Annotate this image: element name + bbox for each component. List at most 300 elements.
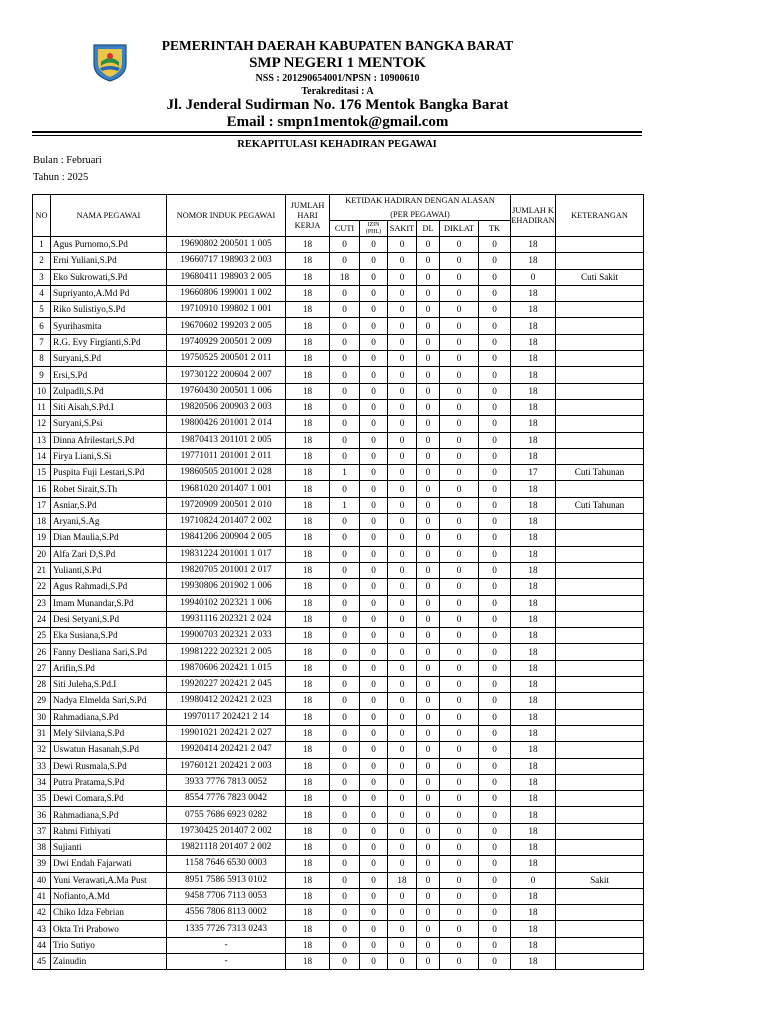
absent-count: 0: [479, 791, 511, 807]
official-duty-count: 0: [417, 562, 440, 578]
row-no: 34: [33, 774, 51, 790]
employee-nip: 19980412 202421 2 023: [167, 693, 286, 709]
table-row: [33, 514, 644, 530]
employee-name: Arifin,S.Pd: [51, 660, 167, 676]
row-no: 9: [33, 367, 51, 383]
remarks: [556, 546, 644, 562]
col-sakit: SAKIT: [388, 221, 417, 237]
training-count: 0: [440, 628, 479, 644]
table-row: [33, 905, 644, 921]
employee-name: Syurihasmita: [51, 318, 167, 334]
col-ketidakhadiran-label: KETIDAK HADIRAN DENGAN ALASAN: [345, 195, 495, 205]
absent-count: 0: [479, 677, 511, 693]
leave-count: 0: [330, 302, 360, 318]
training-count: 0: [440, 791, 479, 807]
permit-count: 0: [360, 465, 388, 481]
employee-nip: 8554 7776 7823 0042: [167, 791, 286, 807]
training-count: 0: [440, 237, 479, 253]
remarks: [556, 937, 644, 953]
employee-name: Mely Silviana,S.Pd: [51, 725, 167, 741]
remarks: [556, 448, 644, 464]
absent-count: 0: [479, 285, 511, 301]
attendance-count: 0: [511, 872, 556, 888]
employee-nip: 19740929 200501 2 009: [167, 334, 286, 350]
remarks: [556, 595, 644, 611]
employee-name: Agus Rahmadi,S.Pd: [51, 579, 167, 595]
row-no: 42: [33, 905, 51, 921]
remarks: [556, 383, 644, 399]
leave-count: 0: [330, 514, 360, 530]
working-days: 18: [286, 237, 330, 253]
permit-count: 0: [360, 595, 388, 611]
attendance-count: 18: [511, 774, 556, 790]
table-row: [33, 709, 644, 725]
attendance-count: 18: [511, 839, 556, 855]
absent-count: 0: [479, 872, 511, 888]
col-ketidakhadiran: [330, 195, 511, 221]
employee-name: Asniar,S.Pd: [51, 497, 167, 513]
attendance-count: 18: [511, 579, 556, 595]
leave-count: 0: [330, 481, 360, 497]
training-count: 0: [440, 546, 479, 562]
training-count: 0: [440, 399, 479, 415]
row-no: 17: [33, 497, 51, 513]
leave-count: 0: [330, 530, 360, 546]
row-no: 21: [33, 562, 51, 578]
leave-count: 0: [330, 872, 360, 888]
permit-count: 0: [360, 888, 388, 904]
employee-name: Ersi,S.Pd: [51, 367, 167, 383]
absent-count: 0: [479, 839, 511, 855]
row-no: 13: [33, 432, 51, 448]
working-days: 18: [286, 367, 330, 383]
training-count: 0: [440, 888, 479, 904]
remarks: [556, 725, 644, 741]
remarks: [556, 954, 644, 970]
employee-name: Siti Juleha,S.Pd.I: [51, 677, 167, 693]
header-accreditation: Terakreditasi : A: [301, 86, 374, 97]
remarks: [556, 334, 644, 350]
table-row: [33, 530, 644, 546]
table-row: [33, 937, 644, 953]
employee-name: Uswatun Hasanah,S.Pd: [51, 742, 167, 758]
attendance-count: 18: [511, 546, 556, 562]
training-count: 0: [440, 351, 479, 367]
permit-count: 0: [360, 725, 388, 741]
working-days: 18: [286, 954, 330, 970]
row-no: 31: [33, 725, 51, 741]
official-duty-count: 0: [417, 839, 440, 855]
sick-count: 0: [388, 921, 417, 937]
training-count: 0: [440, 432, 479, 448]
permit-count: 0: [360, 628, 388, 644]
sick-count: 0: [388, 660, 417, 676]
official-duty-count: 0: [417, 497, 440, 513]
month-label: Bulan : Februari: [33, 155, 102, 166]
sick-count: 0: [388, 416, 417, 432]
row-no: 25: [33, 628, 51, 644]
row-no: 7: [33, 334, 51, 350]
training-count: 0: [440, 334, 479, 350]
working-days: 18: [286, 497, 330, 513]
leave-count: 0: [330, 383, 360, 399]
absent-count: 0: [479, 497, 511, 513]
employee-name: Nofianto,A.Md: [51, 888, 167, 904]
row-no: 39: [33, 856, 51, 872]
employee-nip: 19831224 201001 1 017: [167, 546, 286, 562]
absent-count: 0: [479, 660, 511, 676]
working-days: 18: [286, 791, 330, 807]
official-duty-count: 0: [417, 774, 440, 790]
table-row: [33, 237, 644, 253]
attendance-count: 18: [511, 530, 556, 546]
row-no: 32: [33, 742, 51, 758]
leave-count: 0: [330, 579, 360, 595]
row-no: 19: [33, 530, 51, 546]
absent-count: 0: [479, 530, 511, 546]
document-title: REKAPITULASI KEHADIRAN PEGAWAI: [237, 139, 437, 150]
official-duty-count: 0: [417, 399, 440, 415]
official-duty-count: 0: [417, 237, 440, 253]
leave-count: 0: [330, 318, 360, 334]
working-days: 18: [286, 921, 330, 937]
permit-count: 0: [360, 872, 388, 888]
employee-nip: 19900703 202321 2 033: [167, 628, 286, 644]
remarks: [556, 628, 644, 644]
employee-name: Nadya Elmelda Sari,S.Pd: [51, 693, 167, 709]
header-school-name: SMP NEGERI 1 MENTOK: [249, 55, 426, 71]
working-days: 18: [286, 660, 330, 676]
working-days: 18: [286, 351, 330, 367]
employee-name: Rahmadiana,S.Pd: [51, 807, 167, 823]
permit-count: 0: [360, 742, 388, 758]
row-no: 16: [33, 481, 51, 497]
absent-count: 0: [479, 383, 511, 399]
sick-count: 0: [388, 693, 417, 709]
table-row: [33, 285, 644, 301]
training-count: 0: [440, 253, 479, 269]
absent-count: 0: [479, 823, 511, 839]
official-duty-count: 0: [417, 285, 440, 301]
col-tk: TK: [479, 221, 511, 237]
attendance-count: 18: [511, 334, 556, 350]
absent-count: 0: [479, 237, 511, 253]
sick-count: 0: [388, 318, 417, 334]
absent-count: 0: [479, 546, 511, 562]
col-per-pegawai-label: (PER PEGAWAI): [390, 209, 450, 219]
absent-count: 0: [479, 644, 511, 660]
working-days: 18: [286, 416, 330, 432]
leave-count: 0: [330, 351, 360, 367]
leave-count: 0: [330, 693, 360, 709]
training-count: 0: [440, 921, 479, 937]
official-duty-count: 0: [417, 709, 440, 725]
absent-count: 0: [479, 921, 511, 937]
table-row: [33, 253, 644, 269]
employee-nip: 19821118 201407 2 002: [167, 839, 286, 855]
remarks: [556, 660, 644, 676]
col-dl: DL: [417, 221, 440, 237]
training-count: 0: [440, 383, 479, 399]
absent-count: 0: [479, 514, 511, 530]
training-count: 0: [440, 937, 479, 953]
working-days: 18: [286, 807, 330, 823]
col-diklat: DIKLAT: [440, 221, 479, 237]
table-row: [33, 302, 644, 318]
leave-count: 0: [330, 709, 360, 725]
row-no: 15: [33, 465, 51, 481]
permit-count: 0: [360, 351, 388, 367]
table-row: [33, 758, 644, 774]
official-duty-count: 0: [417, 644, 440, 660]
table-row: [33, 823, 644, 839]
sick-count: 0: [388, 888, 417, 904]
official-duty-count: 0: [417, 269, 440, 285]
permit-count: 0: [360, 611, 388, 627]
col-cuti: CUTI: [330, 221, 360, 237]
permit-count: 0: [360, 758, 388, 774]
table-row: [33, 562, 644, 578]
row-no: 14: [33, 448, 51, 464]
leave-count: 0: [330, 888, 360, 904]
employee-name: Okta Tri Prabowo: [51, 921, 167, 937]
training-count: 0: [440, 611, 479, 627]
permit-count: 0: [360, 302, 388, 318]
permit-count: 0: [360, 448, 388, 464]
attendance-count: 18: [511, 497, 556, 513]
employee-nip: 1335 7726 7313 0243: [167, 921, 286, 937]
absent-count: 0: [479, 807, 511, 823]
employee-name: Firya Liani,S.Si: [51, 448, 167, 464]
working-days: 18: [286, 823, 330, 839]
attendance-count: 18: [511, 285, 556, 301]
attendance-count: 18: [511, 758, 556, 774]
table-row: [33, 595, 644, 611]
working-days: 18: [286, 579, 330, 595]
sick-count: 0: [388, 351, 417, 367]
training-count: 0: [440, 807, 479, 823]
header-address: Jl. Jenderal Sudirman No. 176 Mentok Bangka Barat: [166, 97, 509, 113]
row-no: 18: [33, 514, 51, 530]
attendance-rows: [33, 237, 644, 970]
employee-name: Siti Aisah,S.Pd.I: [51, 399, 167, 415]
official-duty-count: 0: [417, 905, 440, 921]
table-row: [33, 774, 644, 790]
employee-name: Yulianti,S.Pd: [51, 562, 167, 578]
attendance-count: 18: [511, 448, 556, 464]
table-row: [33, 791, 644, 807]
row-no: 41: [33, 888, 51, 904]
training-count: 0: [440, 416, 479, 432]
employee-name: Agus Purnomo,S.Pd: [51, 237, 167, 253]
absent-count: 0: [479, 351, 511, 367]
permit-count: 0: [360, 399, 388, 415]
official-duty-count: 0: [417, 611, 440, 627]
attendance-count: 18: [511, 725, 556, 741]
table-row: [33, 351, 644, 367]
col-nip: NOMOR INDUK PEGAWAI: [167, 195, 286, 237]
attendance-count: 18: [511, 921, 556, 937]
remarks: Cuti Tahunan: [556, 497, 644, 513]
employee-nip: 1158 7646 6530 0003: [167, 856, 286, 872]
employee-name: Erni Yuliani,S.Pd: [51, 253, 167, 269]
row-no: 29: [33, 693, 51, 709]
remarks: [556, 351, 644, 367]
row-no: 12: [33, 416, 51, 432]
leave-count: 0: [330, 921, 360, 937]
official-duty-count: 0: [417, 318, 440, 334]
remarks: [556, 644, 644, 660]
absent-count: 0: [479, 302, 511, 318]
attendance-count: 18: [511, 823, 556, 839]
sick-count: 0: [388, 514, 417, 530]
official-duty-count: 0: [417, 448, 440, 464]
remarks: [556, 921, 644, 937]
permit-count: 0: [360, 807, 388, 823]
sick-count: 0: [388, 954, 417, 970]
attendance-count: 18: [511, 481, 556, 497]
sick-count: 0: [388, 481, 417, 497]
row-no: 8: [33, 351, 51, 367]
sick-count: 0: [388, 253, 417, 269]
permit-count: 0: [360, 432, 388, 448]
employee-name: Putra Pratama,S.Pd: [51, 774, 167, 790]
sick-count: 0: [388, 546, 417, 562]
employee-nip: 19820705 201001 2 017: [167, 562, 286, 578]
official-duty-count: 0: [417, 693, 440, 709]
remarks: [556, 791, 644, 807]
employee-nip: 9458 7706 7113 0053: [167, 888, 286, 904]
leave-count: 0: [330, 644, 360, 660]
official-duty-count: 0: [417, 872, 440, 888]
official-duty-count: 0: [417, 954, 440, 970]
working-days: 18: [286, 285, 330, 301]
official-duty-count: 0: [417, 725, 440, 741]
working-days: 18: [286, 872, 330, 888]
permit-count: 0: [360, 644, 388, 660]
employee-nip: 19981222 202321 2 005: [167, 644, 286, 660]
sick-count: 0: [388, 269, 417, 285]
attendance-count: 18: [511, 237, 556, 253]
training-count: 0: [440, 905, 479, 921]
working-days: 18: [286, 644, 330, 660]
permit-count: 0: [360, 514, 388, 530]
permit-count: 0: [360, 677, 388, 693]
working-days: 18: [286, 302, 330, 318]
sick-count: 0: [388, 628, 417, 644]
permit-count: 0: [360, 562, 388, 578]
header-government: PEMERINTAH DAERAH KABUPATEN BANGKA BARAT: [161, 38, 514, 53]
col-keterangan: KETERANGAN: [556, 195, 644, 237]
absent-count: 0: [479, 954, 511, 970]
official-duty-count: 0: [417, 628, 440, 644]
official-duty-count: 0: [417, 856, 440, 872]
remarks: Sakit: [556, 872, 644, 888]
remarks: [556, 856, 644, 872]
employee-nip: -: [167, 954, 286, 970]
training-count: 0: [440, 677, 479, 693]
employee-name: Imam Munandar,S.Pd: [51, 595, 167, 611]
training-count: 0: [440, 514, 479, 530]
working-days: 18: [286, 611, 330, 627]
permit-count: 0: [360, 269, 388, 285]
permit-count: 0: [360, 921, 388, 937]
leave-count: 0: [330, 546, 360, 562]
absent-count: 0: [479, 367, 511, 383]
row-no: 28: [33, 677, 51, 693]
official-duty-count: 0: [417, 253, 440, 269]
table-row: [33, 432, 644, 448]
remarks: [556, 774, 644, 790]
attendance-count: 18: [511, 318, 556, 334]
attendance-count: 18: [511, 628, 556, 644]
absent-count: 0: [479, 611, 511, 627]
leave-count: 0: [330, 432, 360, 448]
training-count: 0: [440, 823, 479, 839]
leave-count: 0: [330, 937, 360, 953]
employee-nip: 19760430 200501 1 006: [167, 383, 286, 399]
leave-count: 0: [330, 774, 360, 790]
employee-name: Zainudin: [51, 954, 167, 970]
training-count: 0: [440, 660, 479, 676]
table-row: [33, 872, 644, 888]
working-days: 18: [286, 856, 330, 872]
row-no: 44: [33, 937, 51, 953]
absent-count: 0: [479, 318, 511, 334]
leave-count: 0: [330, 905, 360, 921]
training-count: 0: [440, 530, 479, 546]
row-no: 38: [33, 839, 51, 855]
table-row: [33, 693, 644, 709]
absent-count: 0: [479, 269, 511, 285]
attendance-count: 18: [511, 351, 556, 367]
leave-count: 0: [330, 562, 360, 578]
employee-name: Aryani,S.Ag: [51, 514, 167, 530]
absent-count: 0: [479, 905, 511, 921]
sick-count: 0: [388, 905, 417, 921]
employee-nip: 19690802 200501 1 005: [167, 237, 286, 253]
permit-count: 0: [360, 856, 388, 872]
official-duty-count: 0: [417, 595, 440, 611]
sick-count: 0: [388, 302, 417, 318]
row-no: 43: [33, 921, 51, 937]
employee-name: Suryani,S.Pd: [51, 351, 167, 367]
training-count: 0: [440, 481, 479, 497]
employee-name: Yuni Verawati,A.Ma Pust: [51, 872, 167, 888]
sick-count: 0: [388, 709, 417, 725]
sick-count: 0: [388, 677, 417, 693]
permit-count: 0: [360, 481, 388, 497]
sick-count: 18: [388, 872, 417, 888]
official-duty-count: 0: [417, 465, 440, 481]
employee-name: Alfa Zari D,S.Pd: [51, 546, 167, 562]
employee-name: Suryani,S.Psi: [51, 416, 167, 432]
permit-count: 0: [360, 839, 388, 855]
attendance-count: 18: [511, 807, 556, 823]
remarks: [556, 367, 644, 383]
employee-name: Dewi Comara,S.Pd: [51, 791, 167, 807]
employee-nip: 8951 7586 5913 0102: [167, 872, 286, 888]
table-row: [33, 399, 644, 415]
table-row: [33, 660, 644, 676]
table-row: [33, 742, 644, 758]
remarks: [556, 285, 644, 301]
absent-count: 0: [479, 888, 511, 904]
working-days: 18: [286, 562, 330, 578]
attendance-count: 18: [511, 660, 556, 676]
absent-count: 0: [479, 465, 511, 481]
absent-count: 0: [479, 628, 511, 644]
